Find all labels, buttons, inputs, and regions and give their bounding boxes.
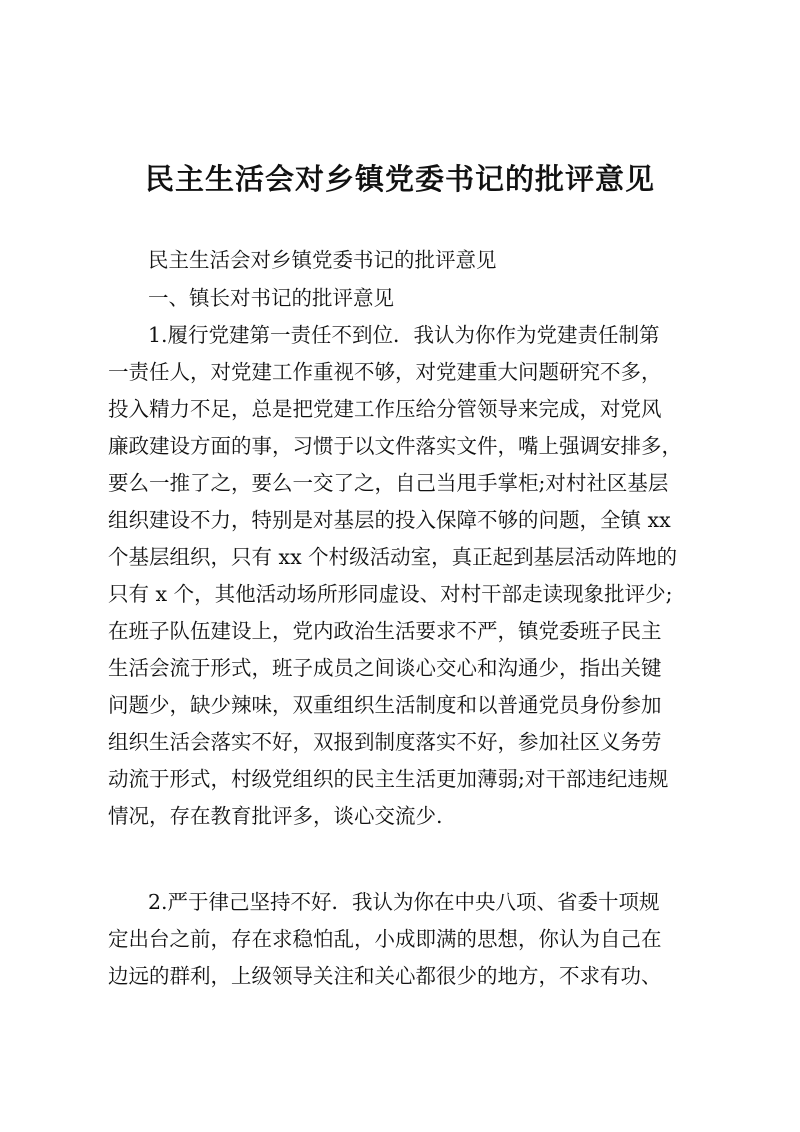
paragraph-2-line: 定出台之前，存在求稳怕乱，小成即满的思想，你认为自己在 <box>108 927 662 951</box>
subtitle-line: 民主生活会对乡镇党委书记的批评意见 <box>148 248 497 272</box>
paragraph-2-line: 边远的群利，上级领导关注和关心都很少的地方，不求有功、 <box>108 964 662 988</box>
paragraph-1-line: 生活会流于形式，班子成员之间谈心交心和沟通少，指出关键 <box>108 656 662 680</box>
paragraph-1-line: 一责任人，对党建工作重视不够，对党建重大问题研究不多， <box>108 360 662 384</box>
paragraph-1-line: 组织建设不力，特别是对基层的投入保障不够的问题，全镇 xx <box>108 508 671 532</box>
paragraph-1-line: 投入精力不足，总是把党建工作压给分管领导来完成，对党风 <box>108 397 662 421</box>
paragraph-1-line: 组织生活会落实不好，双报到制度落实不好，参加社区义务劳 <box>108 730 662 754</box>
paragraph-1-line: 要么一推了之，要么一交了之，自己当甩手掌柜;对村社区基层 <box>108 471 669 495</box>
paragraph-2-line: 2.严于律己坚持不好．我认为你在中央八项、省委十项规 <box>148 890 660 914</box>
paragraph-1-line: 情况，存在教育批评多，谈心交流少. <box>108 804 443 828</box>
paragraph-1-line: 动流于形式，村级党组织的民主生活更加薄弱;对干部违纪违规 <box>108 767 669 791</box>
paragraph-1-line: 廉政建设方面的事，习惯于以文件落实文件，嘴上强调安排多， <box>108 434 682 458</box>
paragraph-1-line: 个基层组织，只有 xx 个村级活动室，真正起到基层活动阵地的 <box>108 545 678 569</box>
paragraph-1-line: 在班子队伍建设上，党内政治生活要求不严，镇党委班子民主 <box>108 619 662 643</box>
document-title: 民主生活会对乡镇党委书记的批评意见 <box>144 162 655 196</box>
paragraph-1-line: 只有 x 个，其他活动场所形同虚设、对村干部走读现象批评少; <box>108 582 673 606</box>
paragraph-1-line: 问题少，缺少辣味，双重组织生活制度和以普通党员身份参加 <box>108 693 662 717</box>
paragraph-1-line: 1.履行党建第一责任不到位．我认为你作为党建责任制第 <box>148 323 660 347</box>
section-heading: 一、镇长对书记的批评意见 <box>148 286 394 310</box>
